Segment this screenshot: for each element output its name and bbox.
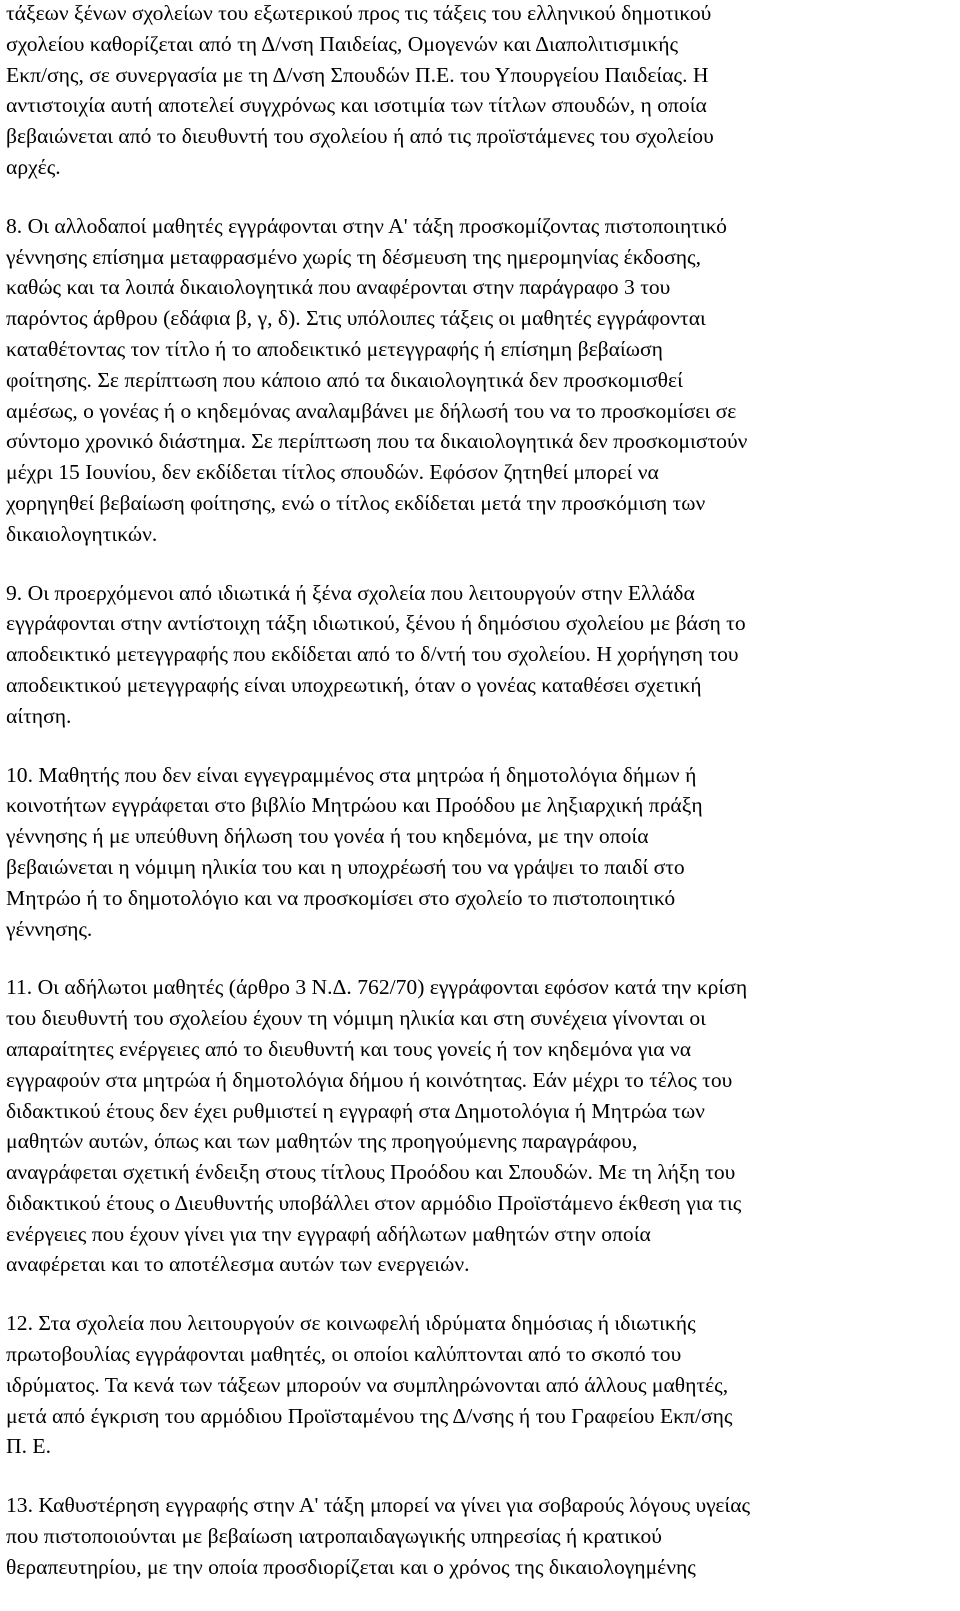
text-line: 10. Μαθητής που δεν είναι εγγεγραμμένος στα μητρώα ή δημοτολόγια δήμων ή: [6, 762, 697, 787]
paragraph-12: [6, 1308, 950, 1462]
text-line: αντιστοιχία αυτή αποτελεί συγχρόνως και ισοτιμία των τίτλων σπουδών, η οποία: [6, 93, 707, 118]
text-line: 13. Καθυστέρηση εγγραφής στην Α' τάξη μπορεί να γίνει για σοβαρούς λόγους υγείας: [6, 1493, 751, 1518]
paragraph-11: [6, 972, 950, 1280]
text-line: αμέσως, ο γονέας ή ο κηδεμόνας αναλαμβάνει με δήλωσή του να το προσκομίσει σε: [6, 398, 737, 423]
text-line: καταθέτοντας τον τίτλο ή το αποδεικτικό μετεγγραφής ή επίσημη βεβαίωση: [6, 336, 663, 361]
text-line: αποδεικτικό μετεγγραφής που εκδίδεται από το δ/ντή του σχολείου. Η χορήγηση του: [6, 642, 739, 667]
text-line: φοίτησης. Σε περίπτωση που κάποιο από τα δικαιολογητικά δεν προσκομισθεί: [6, 367, 683, 392]
text-line: διδακτικού έτους δεν έχει ρυθμιστεί η εγγραφή στα Δημοτολόγια ή Μητρώα των: [6, 1098, 705, 1123]
text-line: γέννησης.: [6, 916, 93, 941]
text-line: σύντομο χρονικό διάστημα. Σε περίπτωση που τα δικαιολογητικά δεν προσκομιστούν: [6, 429, 748, 454]
text-line: μαθητών αυτών, όπως και των μαθητών της προηγούμενης παραγράφου,: [6, 1129, 638, 1154]
text-line: χορηγηθεί βεβαίωση φοίτησης, ενώ ο τίτλος εκδίδεται μετά την προσκόμιση των: [6, 490, 706, 515]
text-line: απαραίτητες ενέργειες από το διευθυντή και τους γονείς ή τον κηδεμόνα για να: [6, 1036, 692, 1061]
text-line: παρόντος άρθρου (εδάφια β, γ, δ). Στις υπόλοιπες τάξεις οι μαθητές εγγράφονται: [6, 306, 706, 331]
text-line: του διευθυντή του σχολείου έχουν τη νόμιμη ηλικία και στη συνέχεια γίνονται οι: [6, 1006, 706, 1031]
paragraph-8: [6, 211, 950, 550]
text-line: εγγράφονται στην αντίστοιχη τάξη ιδιωτικού, ξένου ή δημόσιου σχολείου με βάση το: [6, 611, 746, 636]
text-line: γέννησης επίσημα μεταφρασμένο χωρίς τη δέσμευση της ημερομηνίας έκδοσης,: [6, 244, 701, 269]
document-page: [6, 0, 950, 1611]
text-line: εγγραφούν στα μητρώα ή δημοτολόγια δήμου ή κοινότητας. Εάν μέχρι το τέλος του: [6, 1067, 733, 1092]
text-line: αρχές.: [6, 154, 61, 179]
text-line: 9. Οι προερχόμενοι από ιδιωτικά ή ξένα σχολεία που λειτουργούν στην Ελλάδα: [6, 580, 695, 605]
text-line: ενέργειες που έχουν γίνει για την εγγραφή αδήλωτων μαθητών στην οποία: [6, 1221, 651, 1246]
text-line: μέχρι 15 Ιουνίου, δεν εκδίδεται τίτλος σπουδών. Εφόσον ζητηθεί μπορεί να: [6, 460, 659, 485]
paragraph-7-continuation: [6, 0, 950, 183]
paragraph-9: [6, 578, 950, 732]
text-line: βεβαιώνεται από το διευθυντή του σχολείου ή από τις προϊστάμενες του σχολείου: [6, 124, 714, 149]
text-line: Μητρώο ή το δημοτολόγιο και να προσκομίσει στο σχολείο το πιστοποιητικό: [6, 885, 676, 910]
text-line: δικαιολογητικών.: [6, 521, 158, 546]
text-line: 8. Οι αλλοδαποί μαθητές εγγράφονται στην Α' τάξη προσκομίζοντας πιστοποιητικό: [6, 213, 727, 238]
paragraph-13: [6, 1490, 950, 1582]
text-line: πρωτοβουλίας εγγράφονται μαθητές, οι οποίοι καλύπτονται από το σκοπό του: [6, 1342, 682, 1367]
text-line: 12. Στα σχολεία που λειτουργούν σε κοινωφελή ιδρύματα δημόσιας ή ιδιωτικής: [6, 1311, 696, 1336]
text-line: μετά από έγκριση του αρμόδιου Προϊσταμένου της Δ/νσης ή του Γραφείου Εκπ/σης: [6, 1403, 733, 1428]
text-line: αναφέρεται και το αποτέλεσμα αυτών των ενεργειών.: [6, 1252, 470, 1277]
text-line: Εκπ/σης, σε συνεργασία με τη Δ/νση Σπουδών Π.Ε. του Υπουργείου Παιδείας. Η: [6, 62, 709, 87]
text-line: αποδεικτικού μετεγγραφής είναι υποχρεωτική, όταν ο γονέας καταθέσει σχετική: [6, 672, 702, 697]
text-line: που πιστοποιούνται με βεβαίωση ιατροπαιδαγωγικής υπηρεσίας ή κρατικού: [6, 1524, 662, 1549]
text-line: καθώς και τα λοιπά δικαιολογητικά που αναφέρονται στην παράγραφο 3 του: [6, 275, 671, 300]
text-line: διδακτικού έτους ο Διευθυντής υποβάλλει στον αρμόδιο Προϊστάμενο έκθεση για τις: [6, 1190, 742, 1215]
text-line: αναγράφεται σχετική ένδειξη στους τίτλους Προόδου και Σπουδών. Με τη λήξη του: [6, 1160, 736, 1185]
text-line: σχολείου καθορίζεται από τη Δ/νση Παιδείας, Ομογενών και Διαπολιτισμικής: [6, 31, 679, 56]
text-line: γέννησης ή με υπεύθυνη δήλωση του γονέα ή του κηδεμόνα, με την οποία: [6, 824, 649, 849]
paragraph-10: [6, 760, 950, 945]
text-line: βεβαιώνεται η νόμιμη ηλικία του και η υποχρέωσή του να γράψει το παιδί στο: [6, 854, 685, 879]
text-line: 11. Οι αδήλωτοι μαθητές (άρθρο 3 Ν.Δ. 762/70) εγγράφονται εφόσον κατά την κρίση: [6, 975, 748, 1000]
text-line: κοινοτήτων εγγράφεται στο βιβλίο Μητρώου και Προόδου με ληξιαρχική πράξη: [6, 793, 703, 818]
text-line: τάξεων ξένων σχολείων του εξωτερικού προς τις τάξεις του ελληνικού δημοτικού: [6, 1, 712, 25]
text-line: Π. Ε.: [6, 1434, 51, 1459]
text-line: αίτηση.: [6, 703, 72, 728]
text-line: θεραπευτηρίου, με την οποία προσδιορίζεται και ο χρόνος της δικαιολογημένης: [6, 1554, 696, 1579]
text-line: ιδρύματος. Τα κενά των τάξεων μπορούν να συμπληρώνονται από άλλους μαθητές,: [6, 1372, 729, 1397]
